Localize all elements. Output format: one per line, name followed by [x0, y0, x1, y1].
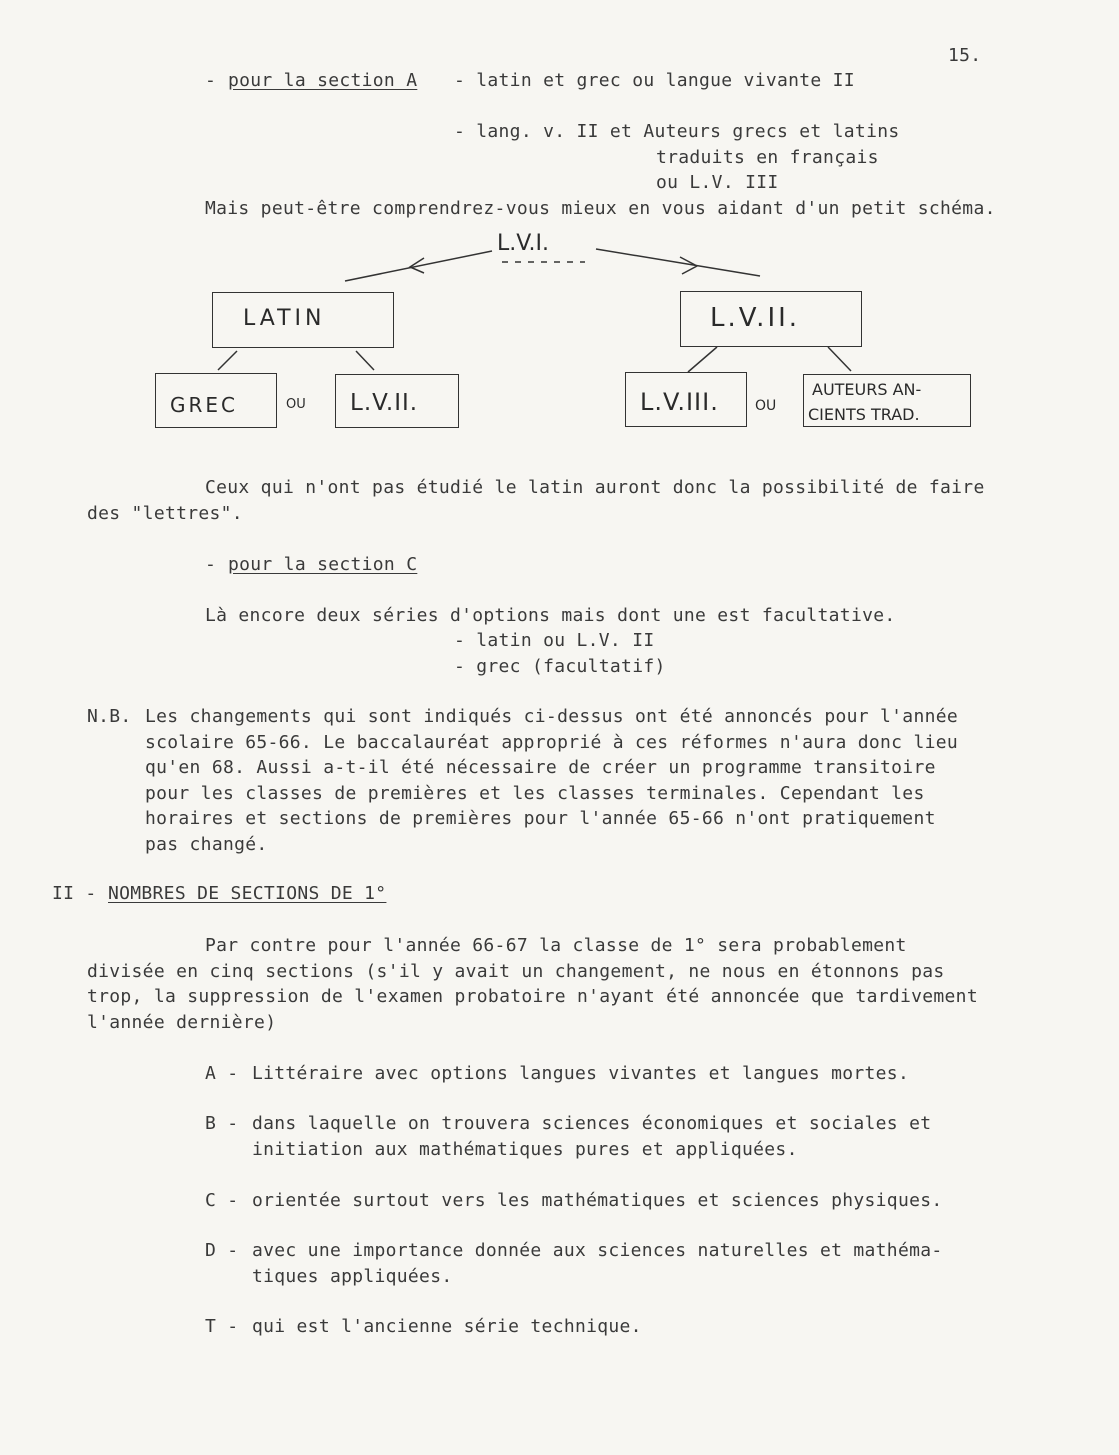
section-a-option-2-line-1: - lang. v. II et Auteurs grecs et latins	[454, 121, 900, 142]
section-item-text: dans laquelle on trouvera sciences économiques et sociales et	[252, 1113, 932, 1134]
diagram-node-lv3-label: L.V.III.	[640, 388, 719, 416]
diagram-node-latin-label: LATIN	[243, 306, 326, 331]
section-a-heading: pour la section A	[228, 70, 418, 91]
section-c-dash: -	[205, 554, 217, 575]
diagram-line-latin-lv2	[356, 351, 374, 370]
section-item-letter: A -	[205, 1063, 239, 1084]
section-a-option-2-line-2: traduits en français	[656, 147, 879, 168]
section-item-letter: D -	[205, 1240, 239, 1261]
section-item-text: initiation aux mathématiques pures et appliquées.	[252, 1139, 798, 1160]
nb-line: pour les classes de premières et les classes terminales. Cependant les	[145, 783, 925, 804]
section-ii-para-line: trop, la suppression de l'examen probatoire n'ayant été annoncée que tardivement	[87, 986, 978, 1007]
section-c-option-1: - latin ou L.V. II	[454, 630, 655, 651]
diagram-node-lv2-latin-label: L.V.II.	[350, 390, 419, 416]
diagram-node-lv2-label: L.V.II.	[710, 303, 801, 333]
nb-label: N.B.	[87, 706, 132, 727]
section-ii-heading: NOMBRES DE SECTIONS DE 1°	[108, 883, 387, 904]
section-a-option-1: - latin et grec ou langue vivante II	[454, 70, 855, 91]
diagram-or-right: OU	[755, 398, 777, 414]
diagram-line-root-right	[596, 249, 760, 276]
section-item-text: tiques appliquées.	[252, 1266, 453, 1287]
section-a-dash: -	[205, 70, 217, 91]
nb-line: qu'en 68. Aussi a-t-il été nécessaire de créer un programme transitoire	[145, 757, 936, 778]
page-number: 15.	[948, 45, 982, 66]
section-ii-para-line: l'année dernière)	[87, 1012, 277, 1033]
section-item-letter: B -	[205, 1113, 239, 1134]
section-item-text: qui est l'ancienne série technique.	[252, 1316, 642, 1337]
diagram-line-lv2-auteurs	[828, 347, 851, 371]
section-item-text: Littéraire avec options langues vivantes et langues mortes.	[252, 1063, 910, 1084]
section-a-option-2-line-3: ou L.V. III	[656, 172, 779, 193]
section-ii-para-line: Par contre pour l'année 66-67 la classe de 1° sera probablement	[205, 935, 907, 956]
nb-line: pas changé.	[145, 834, 268, 855]
diagram-root-label: L.V.I.	[497, 231, 549, 256]
nb-line: scolaire 65-66. Le baccalauréat approprié à ces réformes n'aura donc lieu	[145, 732, 958, 753]
diagram-node-auteurs-line-1: AUTEURS AN-	[812, 380, 922, 399]
section-item-letter: C -	[205, 1190, 239, 1211]
section-c-heading: pour la section C	[228, 554, 418, 575]
section-item-text: avec une importance donnée aux sciences naturelles et mathéma-	[252, 1240, 943, 1261]
lettres-paragraph-line-1: Ceux qui n'ont pas étudié le latin auront donc la possibilité de faire	[205, 477, 985, 498]
nb-line: horaires et sections de premières pour l'année 65-66 n'ont pratiquement	[145, 808, 936, 829]
section-ii-para-line: divisée en cinq sections (s'il y avait un changement, ne nous en étonnons pas	[87, 961, 945, 982]
diagram-line-latin-grec	[218, 351, 237, 370]
section-ii-number: II -	[52, 883, 97, 904]
section-c-option-2: - grec (facultatif)	[454, 656, 666, 677]
section-c-intro: Là encore deux séries d'options mais dont une est facultative.	[205, 605, 896, 626]
schema-intro: Mais peut-être comprendrez-vous mieux en vous aidant d'un petit schéma.	[205, 198, 996, 219]
diagram-or-left: OU	[286, 397, 306, 412]
diagram-node-auteurs-line-2: CIENTS TRAD.	[808, 405, 920, 424]
lettres-paragraph-line-2: des "lettres".	[87, 503, 243, 524]
nb-line: Les changements qui sont indiqués ci-dessus ont été annoncés pour l'année	[145, 706, 958, 727]
diagram-line-lv2-lv3	[688, 347, 717, 372]
diagram-line-root-left	[345, 251, 492, 281]
section-item-text: orientée surtout vers les mathématiques et sciences physiques.	[252, 1190, 943, 1211]
diagram-node-grec-label: GREC	[170, 393, 238, 417]
section-item-letter: T -	[205, 1316, 239, 1337]
